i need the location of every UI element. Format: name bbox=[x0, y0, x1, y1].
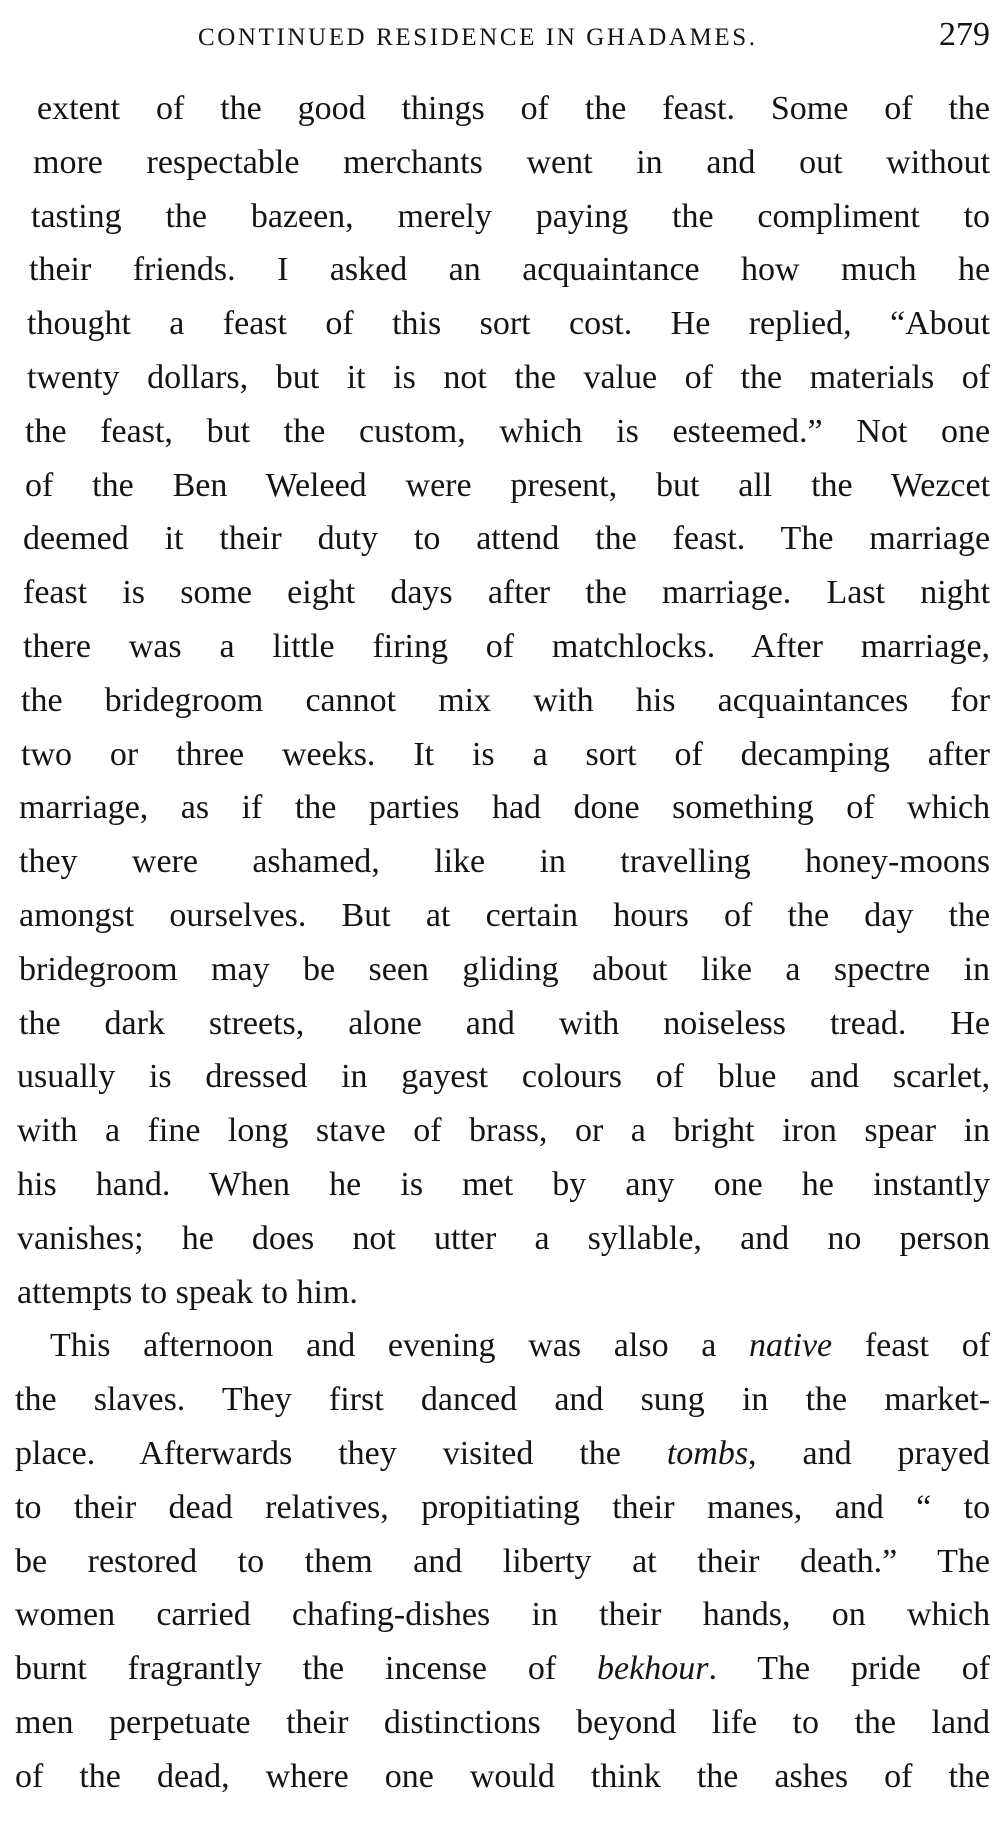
text-line: be restored to them and liberty at their death.” The bbox=[15, 1542, 991, 1580]
text-line: their friends. I asked an acquaintance how much he bbox=[29, 251, 991, 289]
body-text bbox=[0, 82, 1000, 1804]
text-line: This afternoon and evening was also a native feast of bbox=[50, 1327, 991, 1365]
text-line: marriage, as if the parties had done something of which bbox=[19, 789, 991, 827]
text-line: the feast, but the custom, which is esteemed.” Not one bbox=[25, 412, 991, 450]
text-line: his hand. When he is met by any one he instantly bbox=[17, 1165, 991, 1203]
text-line: the dark streets, alone and with noiseless tread. He bbox=[19, 1004, 991, 1042]
text-line: attempts to speak to him. bbox=[17, 1273, 358, 1311]
text-line: usually is dressed in gayest colours of blue and scarlet, bbox=[17, 1058, 991, 1096]
text-line: tasting the bazeen, merely paying the compliment to bbox=[31, 197, 991, 235]
text-line: vanishes; he does not utter a syllable, and no person bbox=[17, 1219, 991, 1257]
text-line: with a fine long stave of brass, or a bright iron spear in bbox=[17, 1112, 991, 1150]
text-line: women carried chafing-dishes in their hands, on which bbox=[15, 1596, 991, 1634]
text-line: more respectable merchants went in and out without bbox=[33, 143, 991, 181]
running-head bbox=[0, 14, 1000, 64]
text-line: feast is some eight days after the marriage. Last night bbox=[23, 574, 991, 612]
text-line: bridegroom may be seen gliding about like a spectre in bbox=[19, 950, 991, 988]
text-line: they were ashamed, like in travelling honey-moons bbox=[19, 843, 991, 881]
page-number: 279 bbox=[939, 16, 990, 53]
text-line: burnt fragrantly the incense of bekhour. The pride of bbox=[15, 1650, 991, 1688]
text-line: place. Afterwards they visited the tombs, and prayed bbox=[15, 1434, 991, 1472]
text-line: of the dead, where one would think the ashes of the bbox=[15, 1757, 991, 1795]
text-line: there was a little firing of matchlocks. After marriage, bbox=[23, 627, 991, 665]
text-line: men perpetuate their distinctions beyond life to the land bbox=[15, 1703, 991, 1741]
text-line: amongst ourselves. But at certain hours of the day the bbox=[19, 896, 991, 934]
text-line: thought a feast of this sort cost. He replied, “About bbox=[27, 305, 991, 343]
text-line: to their dead relatives, propitiating their manes, and “ to bbox=[15, 1488, 991, 1526]
text-line: extent of the good things of the feast. Some of the bbox=[37, 90, 991, 127]
text-line: deemed it their duty to attend the feast. The marriage bbox=[23, 520, 991, 558]
text-line: the slaves. They first danced and sung in the market- bbox=[15, 1381, 991, 1419]
text-line: of the Ben Weleed were present, but all the Wezcet bbox=[25, 466, 991, 504]
running-head-title: CONTINUED RESIDENCE IN GHADAMES. bbox=[198, 24, 758, 51]
text-line: two or three weeks. It is a sort of decamping after bbox=[21, 735, 990, 773]
text-line: twenty dollars, but it is not the value of the materials of bbox=[27, 358, 991, 396]
text-line: the bridegroom cannot mix with his acquaintances for bbox=[21, 681, 991, 719]
